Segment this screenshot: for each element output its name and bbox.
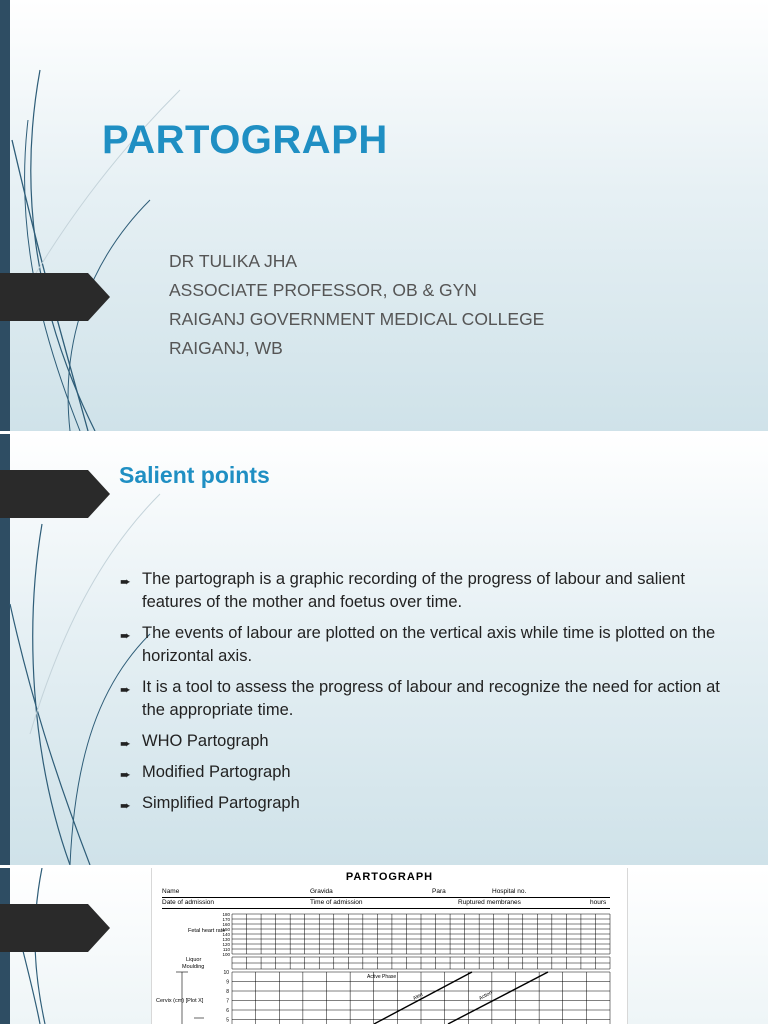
arrow-right-icon: ➨ <box>120 682 131 697</box>
fhr-tick-label: 100 <box>222 952 230 957</box>
slide-heading: Salient points <box>119 462 270 488</box>
fhr-tick-label: 140 <box>222 932 230 937</box>
arrow-right-icon: ➨ <box>120 736 131 751</box>
author-position: ASSOCIATE PROFESSOR, OB & GYN <box>169 280 477 300</box>
cervix-tick-label: 6 <box>226 1008 229 1014</box>
author-name: DR TULIKA JHA <box>169 251 298 271</box>
author-block <box>169 247 544 363</box>
partograph-figure <box>151 868 628 1024</box>
fhr-tick-label: 110 <box>222 947 230 952</box>
fhr-tick-label: 150 <box>222 927 230 932</box>
list-item: ➨ WHO Partograph <box>120 730 740 753</box>
author-location: RAIGANJ, WB <box>169 338 283 358</box>
bullet-list <box>120 568 740 823</box>
partograph-image-slide <box>0 868 768 1024</box>
alert-label: Alert <box>412 991 425 1002</box>
slide-tab <box>0 904 110 952</box>
figure-title: PARTOGRAPH <box>345 871 434 883</box>
salient-points-slide <box>0 434 768 865</box>
fhr-tick-label: 170 <box>222 917 230 922</box>
header-row-1: Name Gravida Para Hospital no. <box>162 888 610 898</box>
fhr-tick-label: 120 <box>222 942 230 947</box>
slide-tab <box>0 470 110 518</box>
list-item: ➨ The events of labour are plotted on the vertical axis while time is plotted on the horizontal axis. <box>120 624 716 665</box>
cervix-tick-label: 5 <box>226 1017 229 1024</box>
arrow-right-icon: ➨ <box>120 767 131 782</box>
fhr-tick-label: 180 <box>222 912 230 917</box>
action-line <box>448 972 548 1024</box>
author-institution: RAIGANJ GOVERNMENT MEDICAL COLLEGE <box>169 309 545 329</box>
header-row-2: Date of admission Time of admission Ruptured membranes hours <box>162 899 610 909</box>
cervix-tick-label: 9 <box>226 979 229 986</box>
cervix-tick-label: 10 <box>223 970 229 976</box>
cervix-label: Cervix (cm) [Plot X] <box>156 998 204 1004</box>
fhr-tick-label: 130 <box>222 937 230 942</box>
arrow-right-icon: ➨ <box>120 574 131 589</box>
partograph-grid <box>152 868 627 1024</box>
fhr-label: Fetal heart rate <box>188 928 226 934</box>
fhr-tick-label: 160 <box>222 922 230 927</box>
slide-tab <box>0 273 110 321</box>
list-item: ➨ It is a tool to assess the progress of labour and recognize the need for action at the appropriate time. <box>120 678 720 719</box>
liquor-label: Liquor <box>186 957 202 963</box>
slide-title: PARTOGRAPH <box>102 118 388 162</box>
active-phase-label: Active Phase <box>367 974 397 980</box>
title-slide <box>0 0 768 431</box>
cervix-tick-label: 7 <box>226 998 229 1005</box>
list-item: ➨ Modified Partograph <box>120 761 740 784</box>
list-item: ➨ The partograph is a graphic recording of the progress of labour and salient features of the mother and foetus over time. <box>120 570 685 611</box>
cervix-tick-label: 8 <box>226 989 229 995</box>
moulding-label: Moulding <box>182 964 205 970</box>
list-item: ➨ Simplified Partograph <box>120 792 740 815</box>
decorative-curves <box>0 0 200 431</box>
action-label: Action <box>478 989 494 1002</box>
arrow-right-icon: ➨ <box>120 798 131 813</box>
arrow-right-icon: ➨ <box>120 628 131 643</box>
